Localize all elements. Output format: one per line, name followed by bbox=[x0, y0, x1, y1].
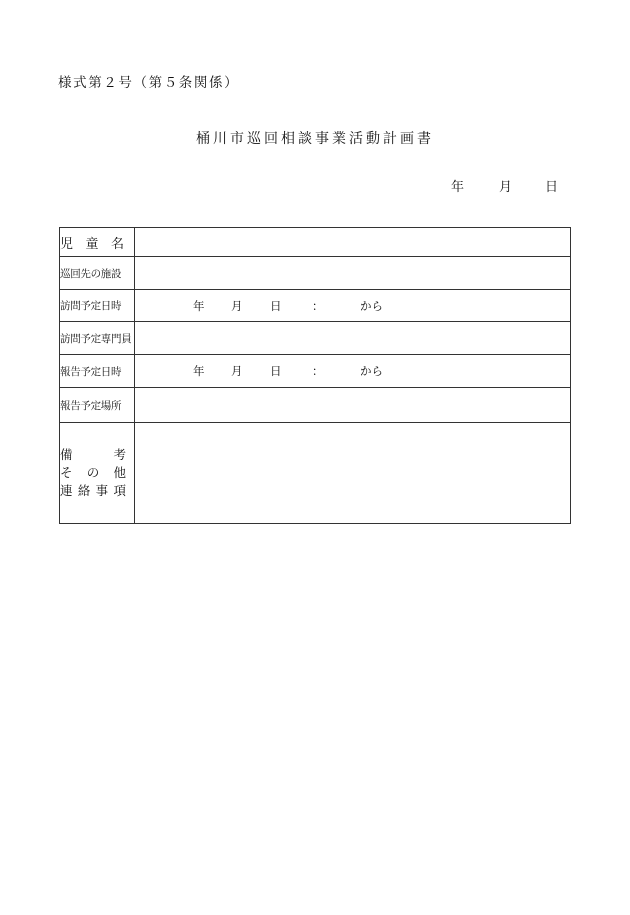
visit-datetime-label: 訪問予定日時 bbox=[60, 300, 122, 312]
form-number: 様式第２号（第５条関係） bbox=[58, 75, 240, 91]
row-report-place bbox=[60, 388, 571, 423]
field-notes[interactable] bbox=[135, 423, 571, 524]
facility-label: 巡回先の施設 bbox=[60, 267, 122, 280]
report-time-colon: ： bbox=[312, 364, 324, 378]
notes-label-line-2: そ の 他 bbox=[60, 465, 126, 480]
date-year-label: 年 bbox=[451, 180, 465, 195]
row-visit-datetime bbox=[60, 290, 571, 322]
notes-label-line-3: 連絡事項 bbox=[60, 483, 126, 498]
child-name-label: 児 童 名 bbox=[60, 236, 124, 252]
document-title: 桶川市巡回相談事業活動計画書 bbox=[196, 131, 434, 147]
report-day-label: 日 bbox=[270, 364, 282, 378]
label-visit-specialist bbox=[60, 322, 135, 355]
label-child-name bbox=[60, 228, 135, 257]
visit-time-colon: ： bbox=[312, 298, 324, 313]
field-report-place[interactable] bbox=[135, 388, 571, 423]
report-datetime-label: 報告予定日時 bbox=[60, 365, 122, 378]
visit-specialist-label: 訪問予定専門員 bbox=[60, 332, 132, 345]
report-from-label: から bbox=[360, 364, 383, 378]
row-visit-specialist bbox=[60, 322, 571, 355]
activity-plan-table bbox=[59, 227, 571, 524]
label-visit-datetime bbox=[60, 290, 135, 322]
field-visit-specialist[interactable] bbox=[135, 322, 571, 355]
visit-from-label: から bbox=[360, 298, 383, 313]
field-child-name[interactable] bbox=[135, 228, 571, 257]
visit-day-label: 日 bbox=[270, 298, 282, 313]
report-place-label: 報告予定場所 bbox=[60, 399, 122, 412]
date-month-label: 月 bbox=[499, 180, 513, 195]
report-month-label: 月 bbox=[231, 364, 243, 378]
date-day-label: 日 bbox=[545, 180, 559, 195]
row-facility bbox=[60, 257, 571, 290]
label-facility bbox=[60, 257, 135, 290]
document-date bbox=[447, 176, 567, 194]
row-child-name bbox=[60, 228, 571, 257]
visit-year-label: 年 bbox=[193, 298, 205, 313]
notes-label-line-1: 備 考 bbox=[60, 447, 126, 462]
field-visit-datetime[interactable] bbox=[135, 290, 571, 322]
visit-month-label: 月 bbox=[231, 298, 243, 313]
field-report-datetime[interactable] bbox=[135, 355, 571, 388]
row-report-datetime bbox=[60, 355, 571, 388]
row-notes bbox=[60, 423, 571, 524]
label-report-datetime bbox=[60, 355, 135, 388]
label-notes bbox=[60, 423, 135, 524]
label-report-place bbox=[60, 388, 135, 423]
report-year-label: 年 bbox=[193, 364, 205, 378]
field-facility[interactable] bbox=[135, 257, 571, 290]
